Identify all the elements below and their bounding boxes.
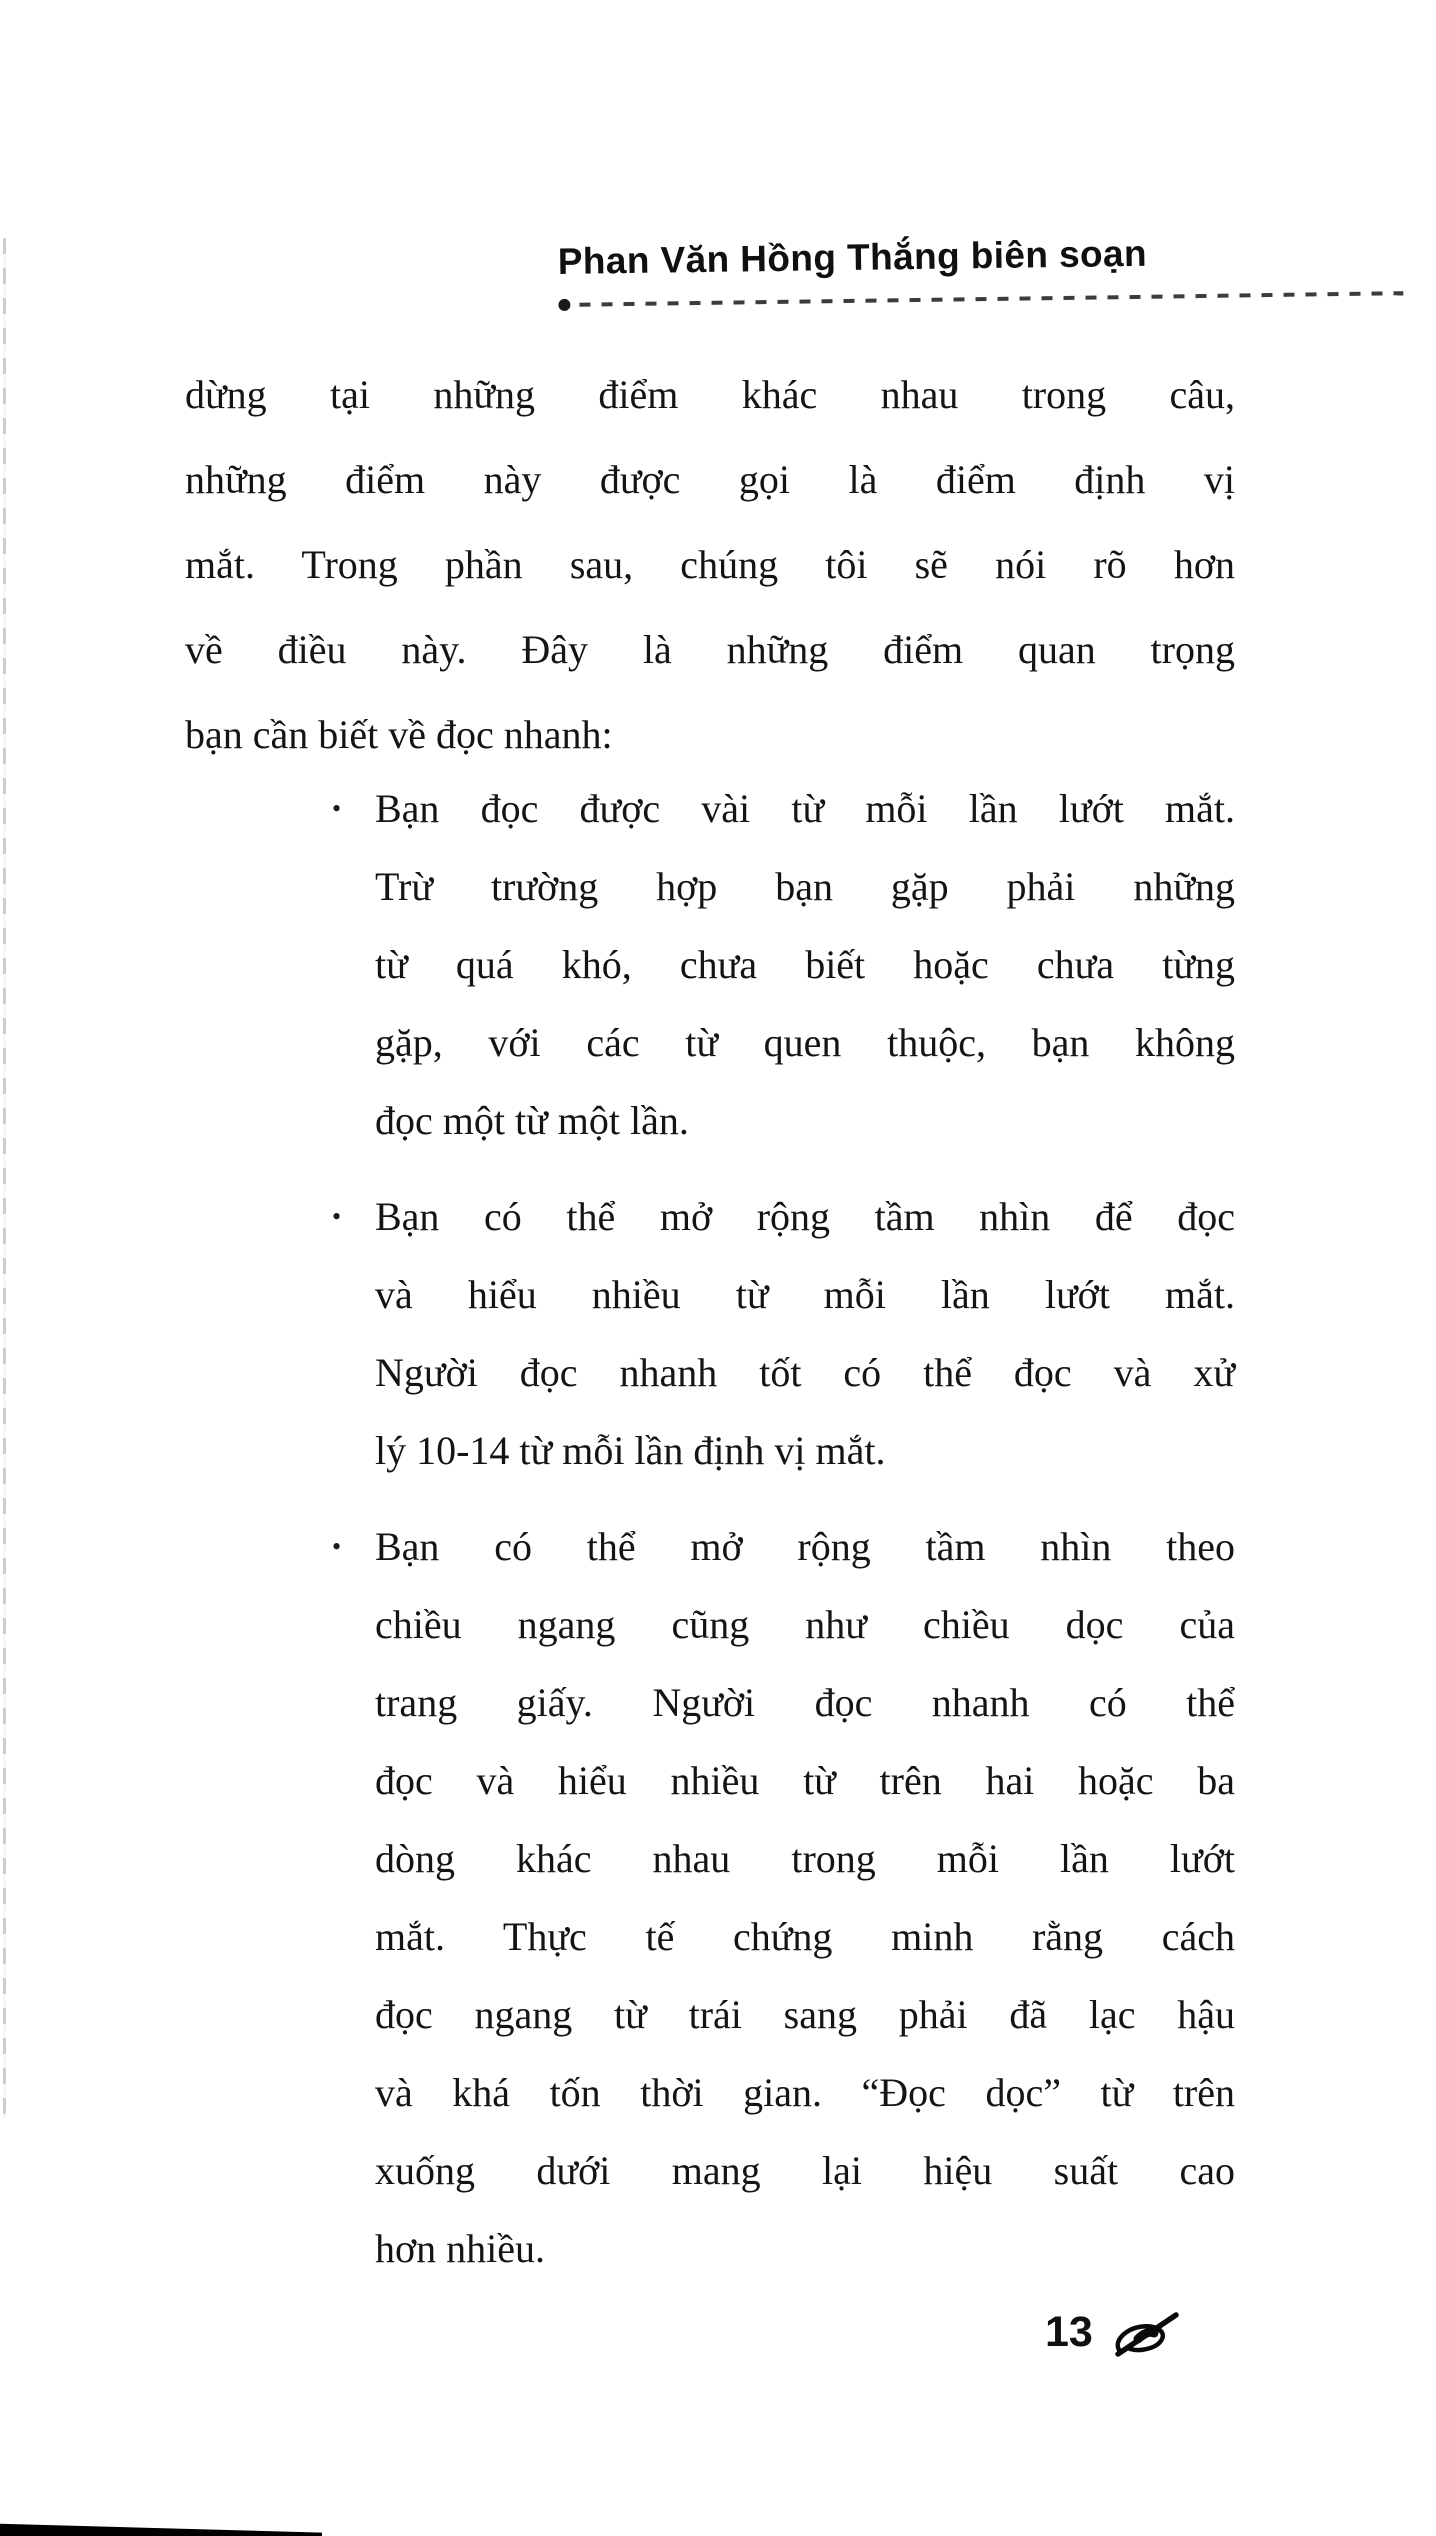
spine-scan-line — [3, 238, 6, 2118]
text-line: những điểm này được gọi là điểm định vị — [185, 457, 1235, 502]
text-line: hơn nhiều. — [375, 2226, 546, 2271]
divider-dot-icon — [558, 299, 570, 311]
bullet-marker-icon: • — [332, 1532, 342, 1561]
bullet-marker-icon: • — [332, 1202, 342, 1231]
page-header — [558, 229, 1411, 311]
intro-paragraph — [185, 352, 1235, 777]
text-line: về điều này. Đây là những điểm quan trọng — [185, 627, 1235, 672]
text-line: đọc ngang từ trái sang phải đã lạc hậu — [375, 1992, 1235, 2037]
page-number: 13 — [1045, 2307, 1093, 2356]
bullet-item — [330, 770, 1235, 1160]
text-line: mắt. Trong phần sau, chúng tôi sẽ nói rõ hơn — [185, 542, 1235, 587]
text-line: lý 10-14 từ mỗi lần định vị mắt. — [375, 1428, 886, 1473]
scan-shadow-wedge — [0, 2523, 322, 2536]
text-line: dừng tại những điểm khác nhau trong câu, — [185, 372, 1235, 417]
text-line: đọc một từ một lần. — [375, 1098, 689, 1143]
bullet-list — [330, 770, 1235, 2306]
text-line: gặp, với các từ quen thuộc, bạn không — [375, 1020, 1235, 1065]
text-line: chiều ngang cũng như chiều dọc của — [375, 1602, 1235, 1647]
text-line: trang giấy. Người đọc nhanh có thể — [375, 1680, 1235, 1725]
text-line: Bạn có thể mở rộng tầm nhìn theo — [375, 1524, 1235, 1569]
bullet-item — [330, 1178, 1235, 1490]
text-line: mắt. Thực tế chứng minh rằng cách — [375, 1914, 1235, 1959]
dashed-divider — [558, 287, 1403, 311]
text-line: Bạn đọc được vài từ mỗi lần lướt mắt. — [375, 786, 1235, 831]
bullet-marker-icon: • — [332, 794, 342, 823]
page-footer — [1045, 2306, 1183, 2358]
text-line: xuống dưới mang lại hiệu suất cao — [375, 2148, 1235, 2193]
text-line: bạn cần biết về đọc nhanh: — [185, 712, 613, 757]
text-line: dòng khác nhau trong mỗi lần lướt — [375, 1836, 1235, 1881]
bullet-item — [330, 1508, 1235, 2288]
text-line: đọc và hiểu nhiều từ trên hai hoặc ba — [375, 1758, 1235, 1803]
divider-dashes — [579, 291, 1403, 307]
text-line: Bạn có thể mở rộng tầm nhìn để đọc — [375, 1194, 1235, 1239]
text-line: Trừ trường hợp bạn gặp phải những — [375, 864, 1235, 909]
text-line: Người đọc nhanh tốt có thể đọc và xử — [375, 1350, 1235, 1395]
pen-icon — [1109, 2306, 1183, 2358]
text-line: và khá tốn thời gian. “Đọc dọc” từ trên — [375, 2070, 1235, 2115]
text-line: từ quá khó, chưa biết hoặc chưa từng — [375, 942, 1235, 987]
text-line: và hiểu nhiều từ mỗi lần lướt mắt. — [375, 1272, 1235, 1317]
author-credit: Phan Văn Hồng Thắng biên soạn — [557, 232, 1148, 282]
